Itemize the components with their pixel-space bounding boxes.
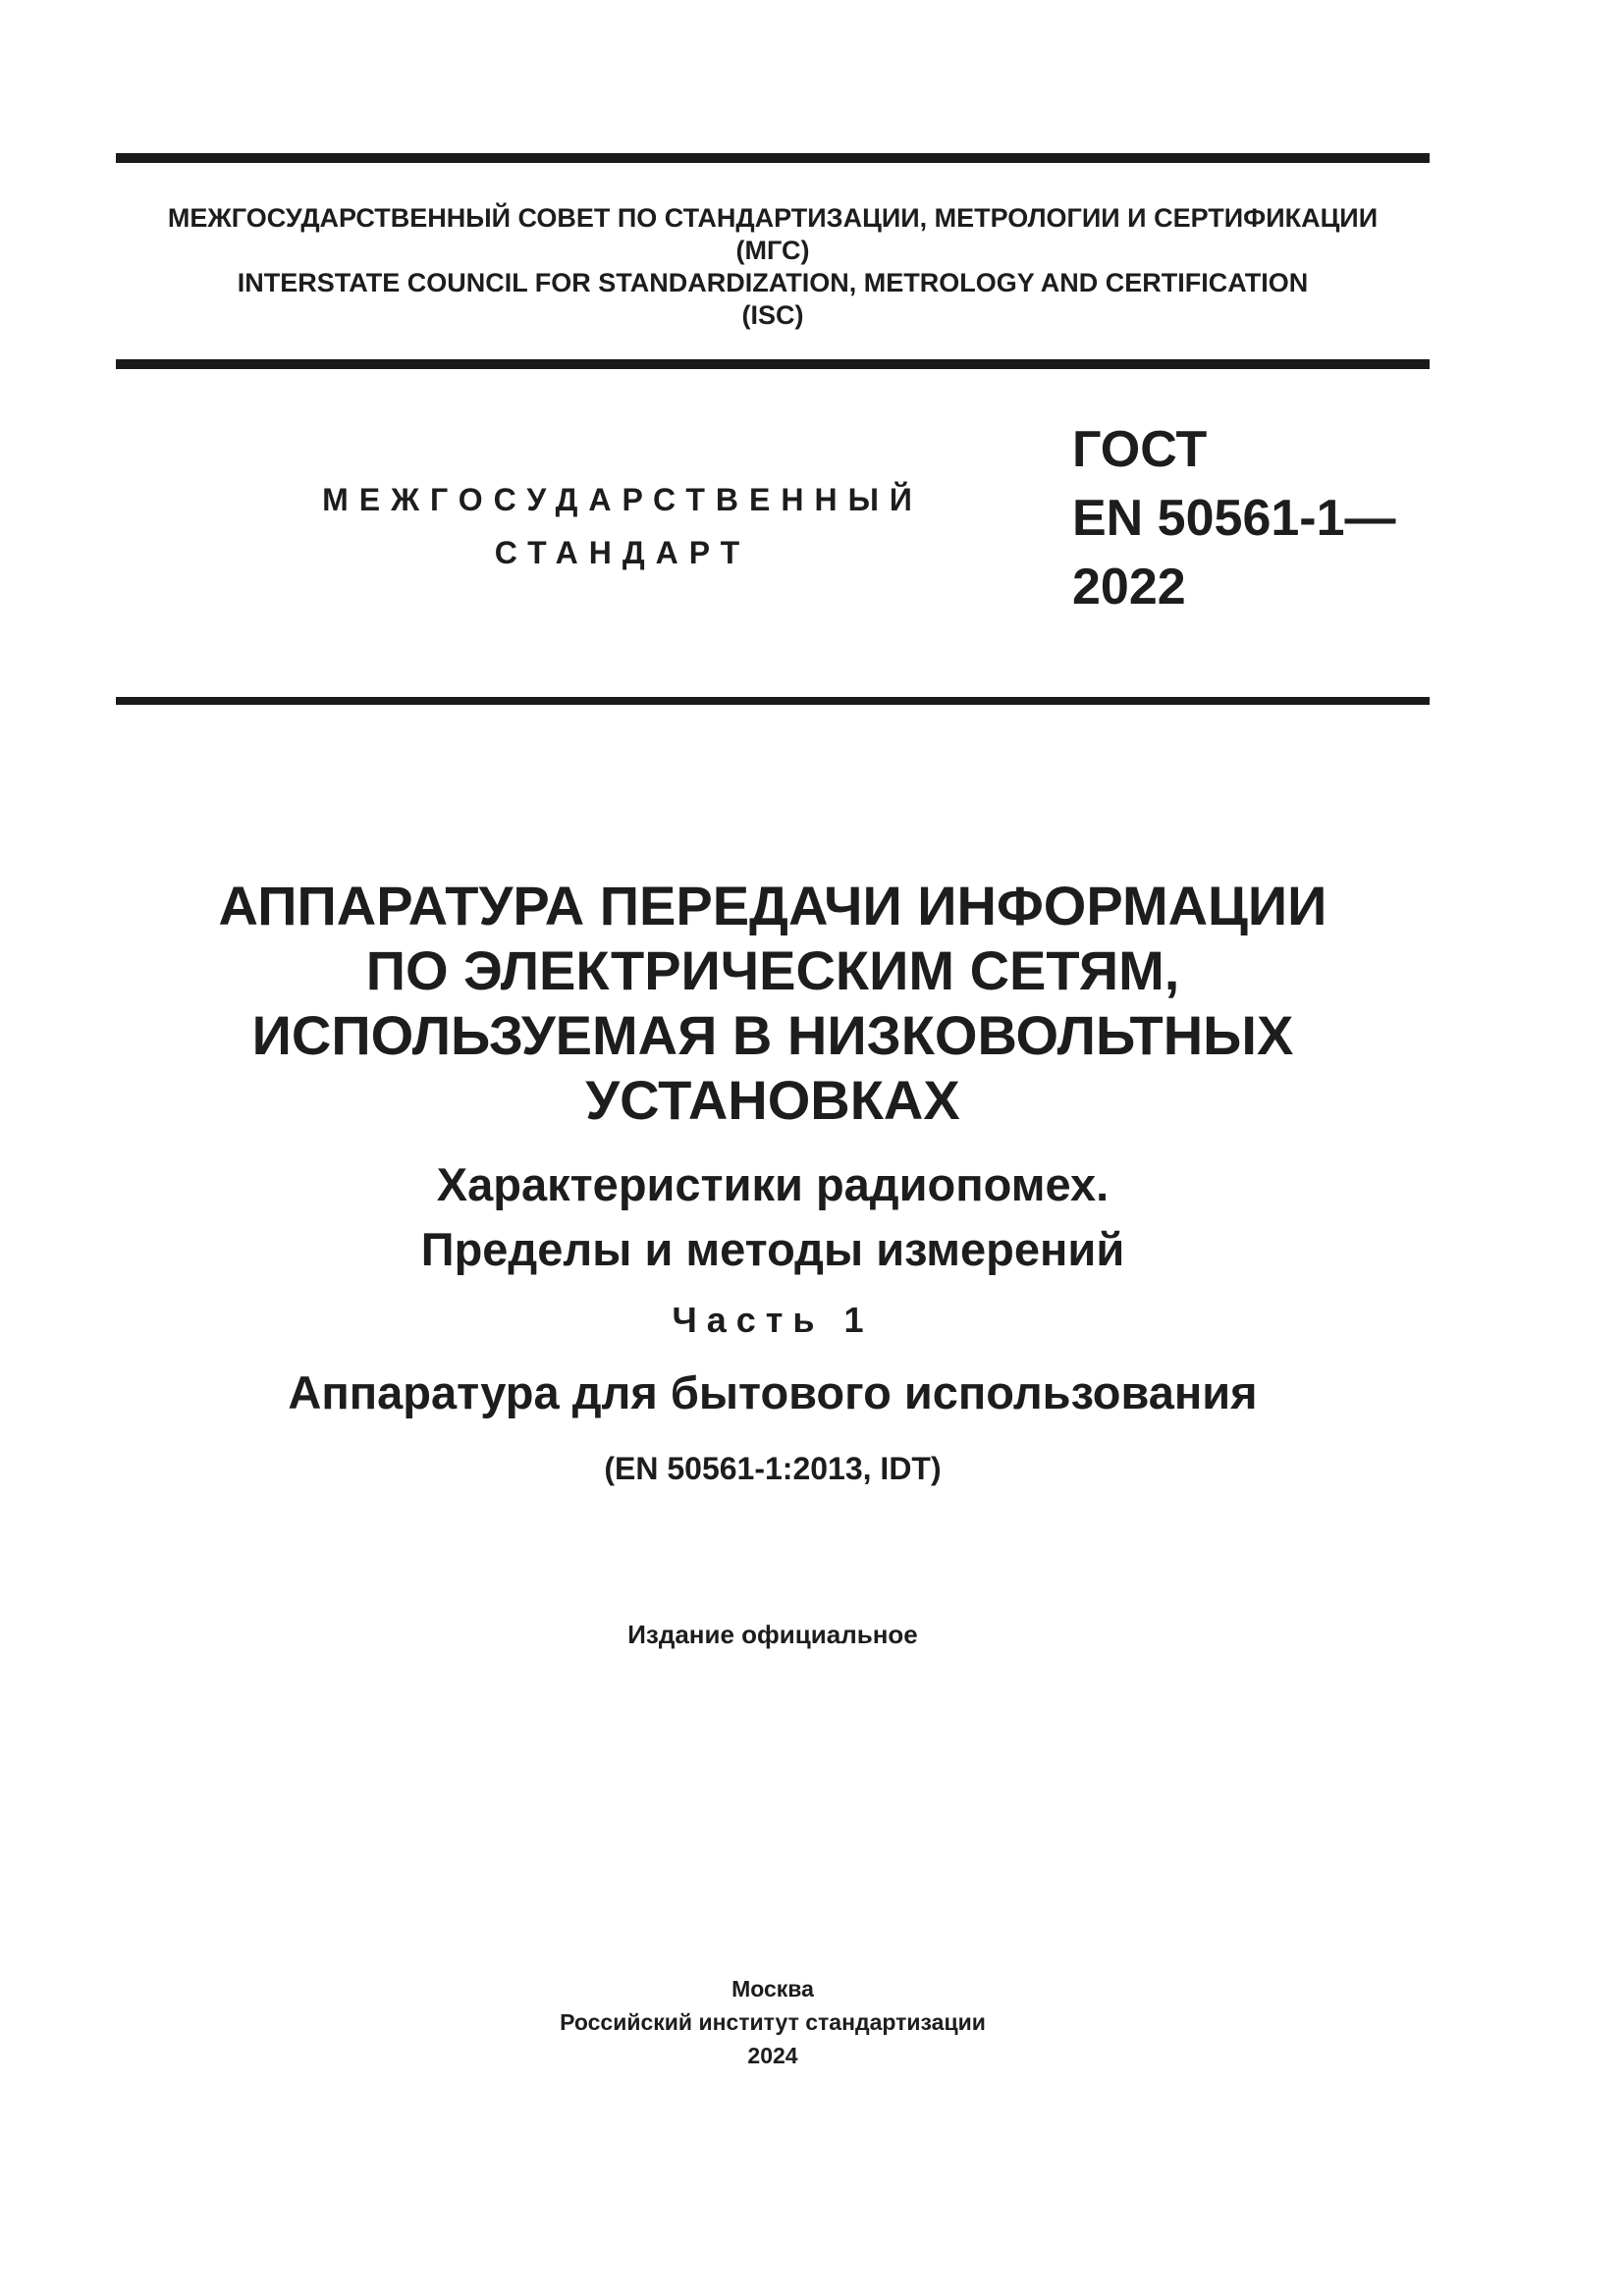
standard-code-line1: ГОСТ [1072, 421, 1208, 478]
subtitle-line: Характеристики радиопомех. [436, 1158, 1110, 1210]
standard-kind-line1: МЕЖГОСУДАРСТВЕННЫЙ [322, 482, 923, 517]
identity-reference: (EN 50561-1:2013, IDT) [604, 1451, 942, 1486]
middle-divider [116, 359, 1430, 369]
top-divider [116, 153, 1430, 163]
part-label: Часть 1 [672, 1300, 874, 1340]
council-abbr-ru: (МГС) [735, 236, 810, 265]
council-header [116, 202, 1430, 332]
standard-code-line2: EN 50561-1— [1072, 490, 1396, 547]
standard-code-line3: 2022 [1072, 559, 1186, 615]
imprint-city: Москва [731, 1976, 814, 2002]
edition-note: Издание официальное [627, 1620, 918, 1649]
standard-kind-line2: СТАНДАРТ [494, 535, 751, 570]
main-title-line: УСТАНОВКАХ [585, 1069, 960, 1131]
part-title: Аппаратура для бытового использования [288, 1366, 1258, 1418]
bottom-divider [116, 697, 1430, 705]
standard-kind [295, 473, 950, 579]
main-title-line: АППАРАТУРА ПЕРЕДАЧИ ИНФОРМАЦИИ [218, 875, 1327, 936]
document-title-block [116, 874, 1430, 1488]
imprint-year: 2024 [747, 2043, 798, 2068]
council-abbr-en: (ISC) [741, 300, 804, 330]
imprint [116, 1972, 1430, 2072]
standard-code [1072, 415, 1396, 621]
imprint-publisher: Российский институт стандартизации [560, 2009, 986, 2035]
main-title [116, 874, 1430, 1133]
main-title-line: ИСПОЛЬЗУЕМАЯ В НИЗКОВОЛЬТНЫХ [251, 1004, 1294, 1066]
subtitle [116, 1152, 1430, 1282]
main-title-line: ПО ЭЛЕКТРИЧЕСКИМ СЕТЯМ, [365, 939, 1180, 1001]
council-name-en: INTERSTATE COUNCIL FOR STANDARDIZATION, METROLOGY AND CERTIFICATION [237, 268, 1309, 297]
council-name-ru: МЕЖГОСУДАРСТВЕННЫЙ СОВЕТ ПО СТАНДАРТИЗАЦИИ, МЕТРОЛОГИИ И СЕРТИФИКАЦИИ [167, 203, 1379, 233]
subtitle-line: Пределы и методы измерений [420, 1223, 1125, 1275]
